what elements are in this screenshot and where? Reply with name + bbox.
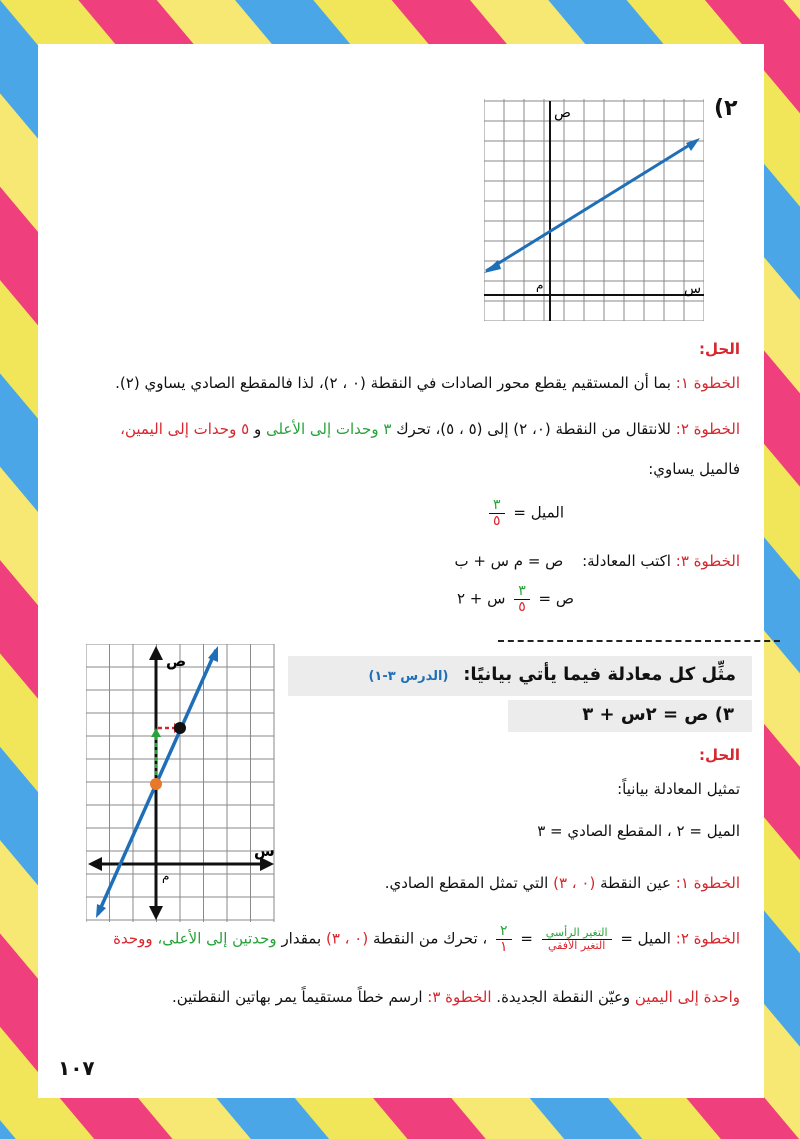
equation-right: س + ٢ — [456, 589, 506, 608]
step-text: بما أن المستقيم يقطع محور الصادات في النقطة (٠ ، ٢)، لذا فالمقطع الصادي يساوي (٢). — [115, 374, 671, 392]
equation-left: ص = — [538, 589, 574, 608]
problem2-origin-label: م — [536, 278, 544, 292]
problem2-step1 — [115, 374, 740, 392]
step-text: ارسم خطاً مستقيماً يمر بهاتين النقطتين. — [171, 988, 423, 1006]
step-label: الخطوة ٣: — [675, 552, 740, 570]
equation-numerator: ٣ — [518, 583, 526, 599]
problem2-x-label: س — [684, 281, 702, 297]
point-text: (٠ ، ٣) — [553, 874, 596, 892]
problem2-y-label: ص — [554, 105, 571, 121]
worksheet-page — [38, 44, 764, 1098]
slope-label: الميل = — [513, 503, 564, 522]
slope-fraction — [489, 498, 505, 528]
exercise-graph — [86, 644, 276, 922]
step-label: الخطوة ٢: — [675, 929, 740, 948]
move-text: ، تحرك من النقطة — [372, 929, 488, 948]
item3-equation: ٣) ص = ٢س + ٣ — [582, 704, 734, 725]
slope-value-numerator: ٢ — [500, 923, 508, 939]
problem2-final-equation — [457, 584, 574, 614]
slope-value-denominator: ١ — [496, 939, 512, 955]
and-text: ووحدة — [113, 929, 153, 948]
step-text: عين النقطة — [600, 874, 671, 892]
run-label: التغير الأفقي — [542, 939, 612, 952]
step-label: الخطوة ٣: — [427, 988, 492, 1006]
exercise-intro: تمثيل المعادلة بيانياً: — [617, 780, 740, 798]
rise-label: التغير الرأسي — [545, 926, 608, 940]
exercise-slope-intercept: الميل = ٢ ، المقطع الصادي = ٣ — [537, 822, 740, 840]
problem2-step3 — [454, 552, 740, 570]
exercise-step2: الخطوة ٢: الميل = $\frac{\text{التغير الرأسي}}{\text{التغير الأفقي}}$ = $\frac{٢}{١}$ ، تحرك من النقطة (٠ ، ٣) بمقدار وحدتين إلى الأعلى، ووحدة — [113, 923, 740, 955]
and-text: و — [253, 420, 262, 438]
exercise-x-label: س — [254, 842, 275, 860]
exercise-header — [368, 664, 736, 685]
problem2-number: (٢ — [714, 96, 738, 121]
exercise-step1 — [385, 874, 740, 892]
exercise-step2-continued — [172, 988, 740, 1006]
page-number: ١٠٧ — [58, 1056, 95, 1080]
up-units-text: ٣ وحدات إلى الأعلى — [265, 420, 392, 438]
problem2-solution-label: الحل: — [699, 340, 740, 358]
step-label: الخطوة ٢: — [675, 420, 740, 438]
step-label: الخطوة ١: — [675, 874, 740, 892]
slope-value-fraction — [496, 924, 512, 954]
step-text: للانتقال من النقطة (٠، ٢) إلى (٥ ، ٥)، تحرك — [396, 420, 671, 438]
y-intercept-point — [150, 778, 162, 790]
exercise-solution-label: الحل: — [699, 746, 740, 764]
slope-label: الميل = — [620, 929, 671, 948]
right-text: واحدة إلى اليمين — [634, 988, 740, 1006]
slope-numerator: ٣ — [493, 497, 501, 513]
exercise-instruction: مثِّل كل معادلة فيما يأتي بيانيًا: — [463, 664, 736, 685]
step-text-rest: التي تمثل المقطع الصادي. — [384, 874, 549, 892]
step-text: اكتب المعادلة: — [582, 552, 671, 570]
rise-run-fraction — [542, 927, 612, 951]
problem2-step2 — [120, 420, 740, 438]
right-units-text: ٥ وحدات إلى اليمين، — [120, 420, 250, 438]
exercise-y-label: ص — [166, 652, 187, 670]
second-point — [174, 722, 186, 734]
by-text: بمقدار — [281, 929, 322, 948]
slope-denominator: ٥ — [489, 513, 505, 529]
problem2-step2-continued: فالميل يساوي: — [648, 460, 740, 478]
equation-denominator: ٥ — [514, 599, 530, 615]
step-label: الخطوة ١: — [675, 374, 740, 392]
step-text-rest: وعيّن النقطة الجديدة. — [496, 988, 631, 1006]
up-text: وحدتين إلى الأعلى، — [157, 929, 277, 948]
section-divider — [498, 640, 780, 642]
exercise-origin-label: م — [162, 869, 170, 883]
lesson-reference: (الدرس ٣-١) — [368, 669, 449, 684]
problem2-graph — [484, 99, 704, 321]
general-form: ص = م س + ب — [454, 552, 564, 570]
point-text: (٠ ، ٣) — [325, 929, 369, 948]
equation-fraction — [514, 584, 530, 614]
problem2-slope-equation — [485, 498, 564, 528]
